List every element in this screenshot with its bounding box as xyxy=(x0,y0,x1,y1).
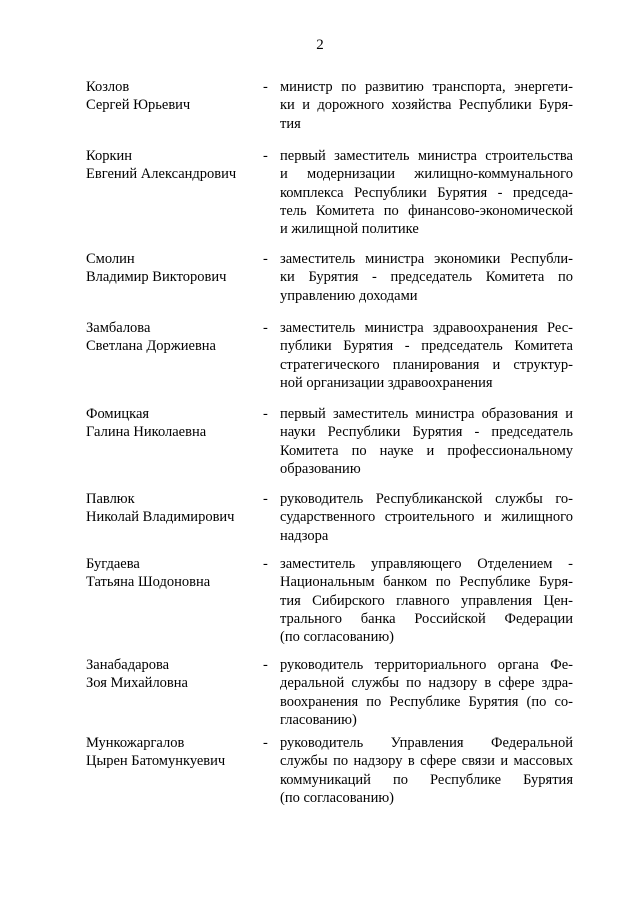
role-line: и модернизации жилищно-коммунального xyxy=(280,166,573,183)
separator-dash: - xyxy=(263,556,268,572)
member-given-name: Татьяна Шодоновна xyxy=(86,574,211,590)
member-role xyxy=(280,250,573,305)
role-line: коммуникаций по Республике Бурятия xyxy=(280,771,573,788)
member-role xyxy=(280,490,573,545)
separator-dash: - xyxy=(263,735,268,751)
role-line: гласованию) xyxy=(280,711,357,728)
role-line: стратегического планирования и структур- xyxy=(280,356,573,373)
role-line: руководитель территориального органа Фе- xyxy=(280,657,573,673)
member-name xyxy=(86,490,256,526)
role-line: управлению доходами xyxy=(280,287,418,304)
separator-dash: - xyxy=(263,491,268,507)
member-given-name: Сергей Юрьевич xyxy=(86,97,191,113)
role-line: публики Бурятия - председатель Комитета xyxy=(280,338,573,355)
role-line: Национальным банком по Республике Буря- xyxy=(280,574,573,591)
member-name xyxy=(86,555,256,591)
member-given-name: Цырен Батомункуевич xyxy=(86,753,226,769)
role-line: надзора xyxy=(280,527,329,544)
member-surname: Бугдаева xyxy=(86,556,140,572)
role-line: службы по надзору в сфере связи и массовых xyxy=(280,753,573,770)
member-given-name: Галина Николаевна xyxy=(86,424,207,440)
role-line: первый заместитель министра образования и xyxy=(280,406,573,422)
role-line: (по согласованию) xyxy=(280,629,394,646)
role-line: ной организации здравоохранения xyxy=(280,374,493,391)
separator-dash: - xyxy=(263,320,268,336)
role-line: комплекса Республики Бурятия - председа- xyxy=(280,184,573,201)
member-given-name: Зоя Михайловна xyxy=(86,675,188,691)
separator-dash: - xyxy=(263,148,268,164)
role-line: министр по развитию транспорта, энергети- xyxy=(280,79,573,95)
member-surname: Козлов xyxy=(86,79,130,95)
member-name xyxy=(86,319,256,355)
member-given-name: Светлана Доржиевна xyxy=(86,338,216,354)
role-line: руководитель Республиканской службы го- xyxy=(280,491,573,507)
role-line: тия xyxy=(280,115,301,132)
member-surname: Занабадарова xyxy=(86,657,170,673)
role-line: тия Сибирского главного управления Цен- xyxy=(280,592,573,609)
member-role xyxy=(280,405,573,478)
separator-dash: - xyxy=(263,406,268,422)
member-role xyxy=(280,555,573,646)
role-line: деральной службы по надзору в сфере здра- xyxy=(280,675,573,692)
member-role xyxy=(280,734,573,807)
role-line: первый заместитель министра строительства xyxy=(280,148,573,164)
page-number: 2 xyxy=(316,37,324,53)
member-role xyxy=(280,147,573,238)
member-given-name: Владимир Викторович xyxy=(86,269,227,285)
role-line: воохранения по Республике Бурятия (по со- xyxy=(280,693,573,710)
member-given-name: Евгений Александрович xyxy=(86,166,237,182)
member-given-name: Николай Владимирович xyxy=(86,509,235,525)
role-line: тель Комитета по финансово-экономической xyxy=(280,202,573,219)
member-name xyxy=(86,656,256,692)
role-line: заместитель управляющего Отделением - xyxy=(280,556,573,572)
member-name xyxy=(86,405,256,441)
member-name xyxy=(86,734,256,770)
role-line: сударственного строительного и жилищного xyxy=(280,509,573,526)
member-role xyxy=(280,656,573,729)
member-surname: Фомицкая xyxy=(86,406,150,422)
member-surname: Мункожаргалов xyxy=(86,735,185,751)
member-surname: Смолин xyxy=(86,251,135,267)
role-line: заместитель министра здравоохранения Рес- xyxy=(280,320,573,336)
role-line: трального банка Российской Федерации xyxy=(280,610,573,627)
member-surname: Коркин xyxy=(86,148,133,164)
member-name xyxy=(86,250,256,286)
role-line: образованию xyxy=(280,460,361,477)
separator-dash: - xyxy=(263,251,268,267)
role-line: заместитель министра экономики Республи- xyxy=(280,251,573,267)
separator-dash: - xyxy=(263,79,268,95)
member-name xyxy=(86,78,256,114)
member-name xyxy=(86,147,256,183)
role-line: руководитель Управления Федеральной xyxy=(280,735,573,751)
role-line: Комитета по науке и профессиональному xyxy=(280,442,573,459)
member-role xyxy=(280,319,573,392)
role-line: ки и дорожного хозяйства Республики Буря- xyxy=(280,97,573,114)
member-surname: Павлюк xyxy=(86,491,135,507)
separator-dash: - xyxy=(263,657,268,673)
role-line: (по согласованию) xyxy=(280,789,394,806)
role-line: ки Бурятия - председатель Комитета по xyxy=(280,269,573,286)
member-surname: Замбалова xyxy=(86,320,151,336)
role-line: науки Республики Бурятия - председатель xyxy=(280,424,573,441)
member-role xyxy=(280,78,573,133)
role-line: и жилищной политике xyxy=(280,221,419,238)
